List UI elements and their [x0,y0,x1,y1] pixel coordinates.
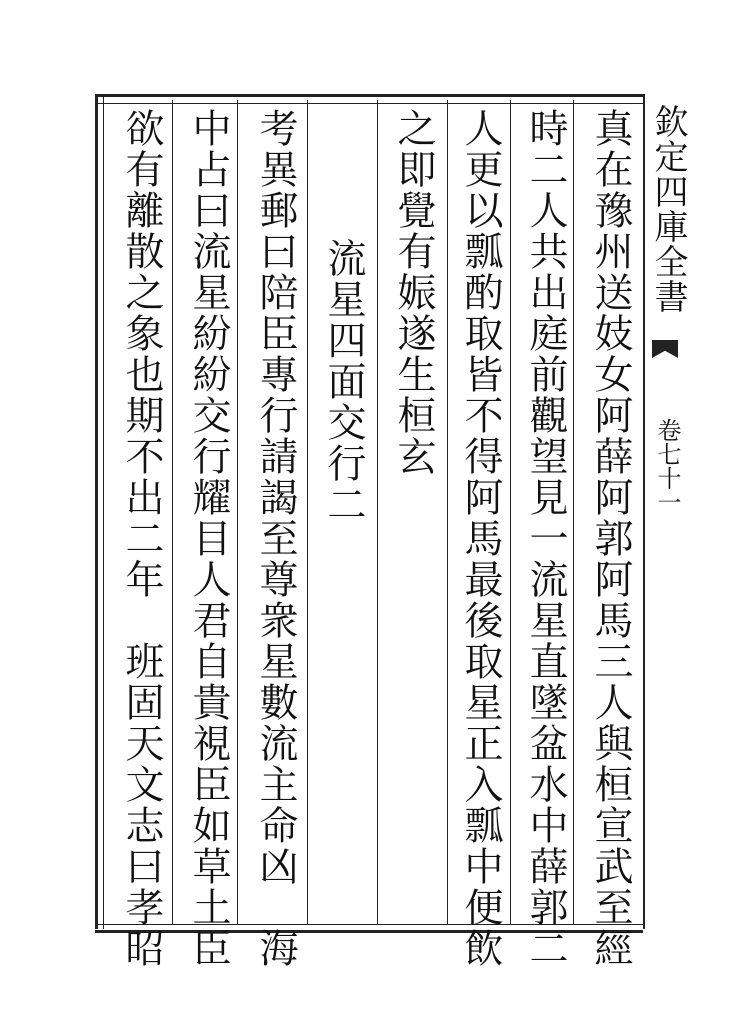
column-rule [172,100,173,924]
text-column-6: 考異郵曰陪臣專行請謁至尊衆星數流主命凶 海 [253,108,298,969]
section-heading: 流星四面交行二 [321,238,366,525]
juan-number: 卷七十一 [653,418,681,514]
text-column-2: 時二人共出庭前觀望見一流星直墜盆水中薛郭二 [523,108,568,969]
column-rule [377,100,378,924]
frame-left-border [95,94,104,929]
frame-top-border [95,94,643,104]
column-rule [447,100,448,924]
text-column-7: 中占曰流星紛紛交行耀目人君自貴視臣如草土臣 [186,108,231,969]
column-rule [573,100,574,924]
frame-right-border [643,94,645,929]
column-rule [307,100,308,924]
book-title: 欽定四庫全書 [648,104,688,314]
fishtail-mark-icon [652,340,678,358]
text-column-4: 之即覺有娠遂生桓玄 [391,108,436,477]
column-rule [510,100,511,924]
column-rule [237,100,238,924]
text-column-1: 真在豫州送妓女阿薛阿郭阿馬三人與桓宣武至經 [588,108,633,969]
text-column-3: 人更以瓢酌取皆不得阿馬最後取星正入瓢中便飲 [458,108,503,969]
text-column-8: 欲有離散之象也期不出二年 班固天文志曰孝昭 [119,108,164,969]
